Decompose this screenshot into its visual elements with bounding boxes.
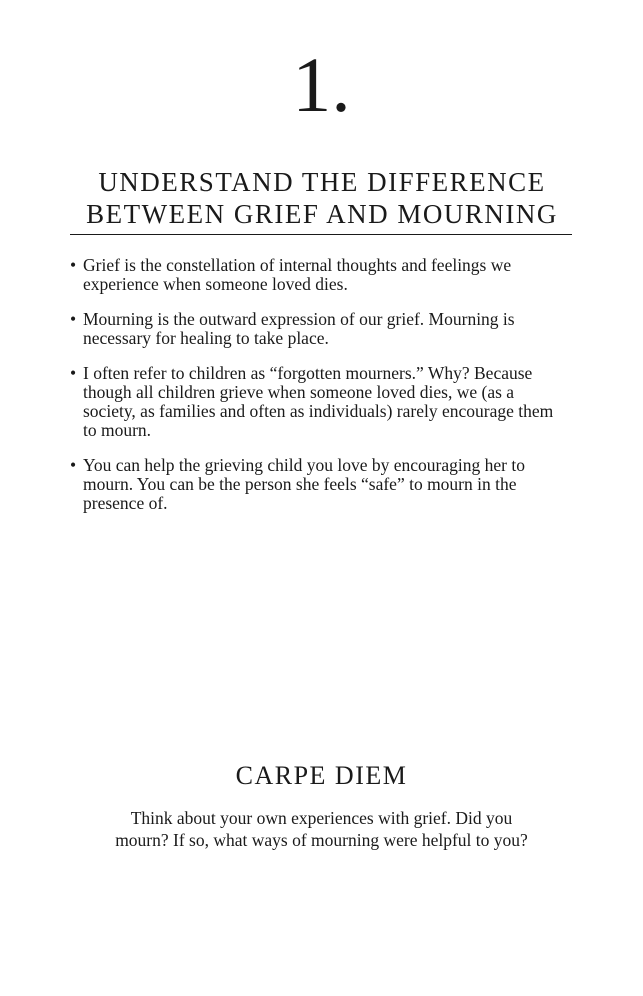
carpe-diem-text-line2: mourn? If so, what ways of mourning were helpful to you? bbox=[115, 830, 528, 850]
carpe-diem-text-line1: Think about your own experiences with grief. Did you bbox=[130, 808, 513, 828]
bullet-marker: • bbox=[70, 455, 77, 475]
bullet-item bbox=[70, 256, 570, 294]
bullet-item bbox=[70, 456, 570, 513]
bullet-item bbox=[70, 310, 570, 348]
bullet-text: I often refer to children as “forgotten mourners.” Why? Because though all children grieve when someone loved dies, we (as a society, as families and often as individuals) rarely encourage them to mourn. bbox=[83, 363, 554, 440]
bullet-marker: • bbox=[70, 363, 77, 383]
bullet-text: Grief is the constellation of internal thoughts and feelings we experience when someone loved dies. bbox=[83, 255, 512, 294]
bullet-text: Mourning is the outward expression of our grief. Mourning is necessary for healing to take place. bbox=[83, 309, 515, 348]
carpe-diem-heading: CARPE DIEM bbox=[235, 761, 408, 790]
bullet-list bbox=[70, 256, 570, 529]
carpe-diem-text bbox=[90, 807, 553, 851]
bullet-marker: • bbox=[70, 255, 77, 275]
chapter-title-line1: UNDERSTAND THE DIFFERENCE bbox=[98, 167, 546, 197]
chapter-title bbox=[72, 166, 572, 230]
chapter-number: 1. bbox=[292, 41, 351, 128]
bullet-marker: • bbox=[70, 309, 77, 329]
bullet-item bbox=[70, 364, 570, 440]
chapter-title-line2: BETWEEN GRIEF AND MOURNING bbox=[86, 199, 558, 229]
title-divider bbox=[70, 234, 572, 235]
bullet-text: You can help the grieving child you love by encouraging her to mourn. You can be the person she feels “safe” to mourn in the presence of. bbox=[83, 455, 525, 513]
